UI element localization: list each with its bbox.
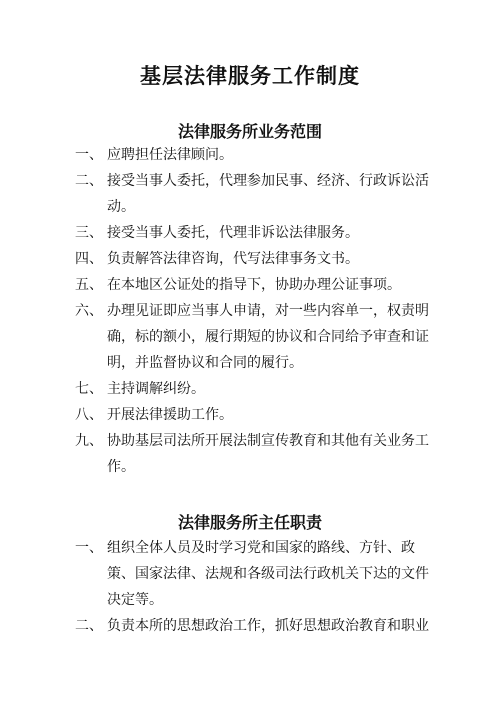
item-text: 协助基层司法所开展法制宣传教育和其他有关业务工作。	[107, 433, 429, 475]
item-number: 一、	[75, 540, 103, 556]
item-text: 接受当事人委托，代理参加民事、经济、行政诉讼活动。	[107, 173, 429, 215]
item-text: 接受当事人委托，代理非诉讼法律服务。	[107, 225, 359, 241]
list-item	[75, 142, 435, 168]
list-item	[75, 298, 435, 376]
item-number: 一、	[75, 147, 103, 163]
list-item	[75, 535, 435, 613]
section-title-director-duties: 法律服务所主任职责	[177, 513, 322, 532]
item-text: 在本地区公证处的指导下，协助办理公证事项。	[107, 277, 401, 293]
item-text: 开展法律援助工作。	[107, 407, 233, 423]
item-text: 办理见证即应当事人申请，对一些内容单一，权责明确，标的额小，履行期短的协议和合同给予审查和证明，并监督协议和合同的履行。	[107, 303, 429, 371]
item-number: 三、	[75, 225, 103, 241]
item-number: 四、	[75, 251, 103, 267]
item-number: 五、	[75, 277, 103, 293]
item-number: 九、	[75, 433, 103, 449]
item-text: 负责解答法律咨询，代写法律事务文书。	[107, 251, 359, 267]
item-number: 八、	[75, 407, 103, 423]
business-scope-list	[75, 142, 435, 480]
item-number: 二、	[75, 618, 103, 634]
item-text: 负责本所的思想政治工作，抓好思想政治教育和职业	[107, 618, 429, 634]
list-item	[75, 168, 435, 220]
list-item	[75, 402, 435, 428]
director-duties-list	[75, 535, 435, 639]
item-text: 应聘担任法律顾问。	[107, 147, 233, 163]
document-title: 基层法律服务工作制度	[140, 63, 360, 88]
section-title-business-scope: 法律服务所业务范围	[177, 122, 322, 141]
list-item	[75, 246, 435, 272]
item-text: 主持调解纠纷。	[107, 381, 205, 397]
list-item	[75, 613, 435, 639]
list-item	[75, 376, 435, 402]
list-item	[75, 220, 435, 246]
item-text: 组织全体人员及时学习党和国家的路线、方针、政策、国家法律、法规和各级司法行政机关下达的文件决定等。	[107, 540, 429, 608]
list-item	[75, 428, 435, 480]
item-number: 六、	[75, 303, 103, 319]
list-item	[75, 272, 435, 298]
item-number: 二、	[75, 173, 103, 189]
item-number: 七、	[75, 381, 103, 397]
